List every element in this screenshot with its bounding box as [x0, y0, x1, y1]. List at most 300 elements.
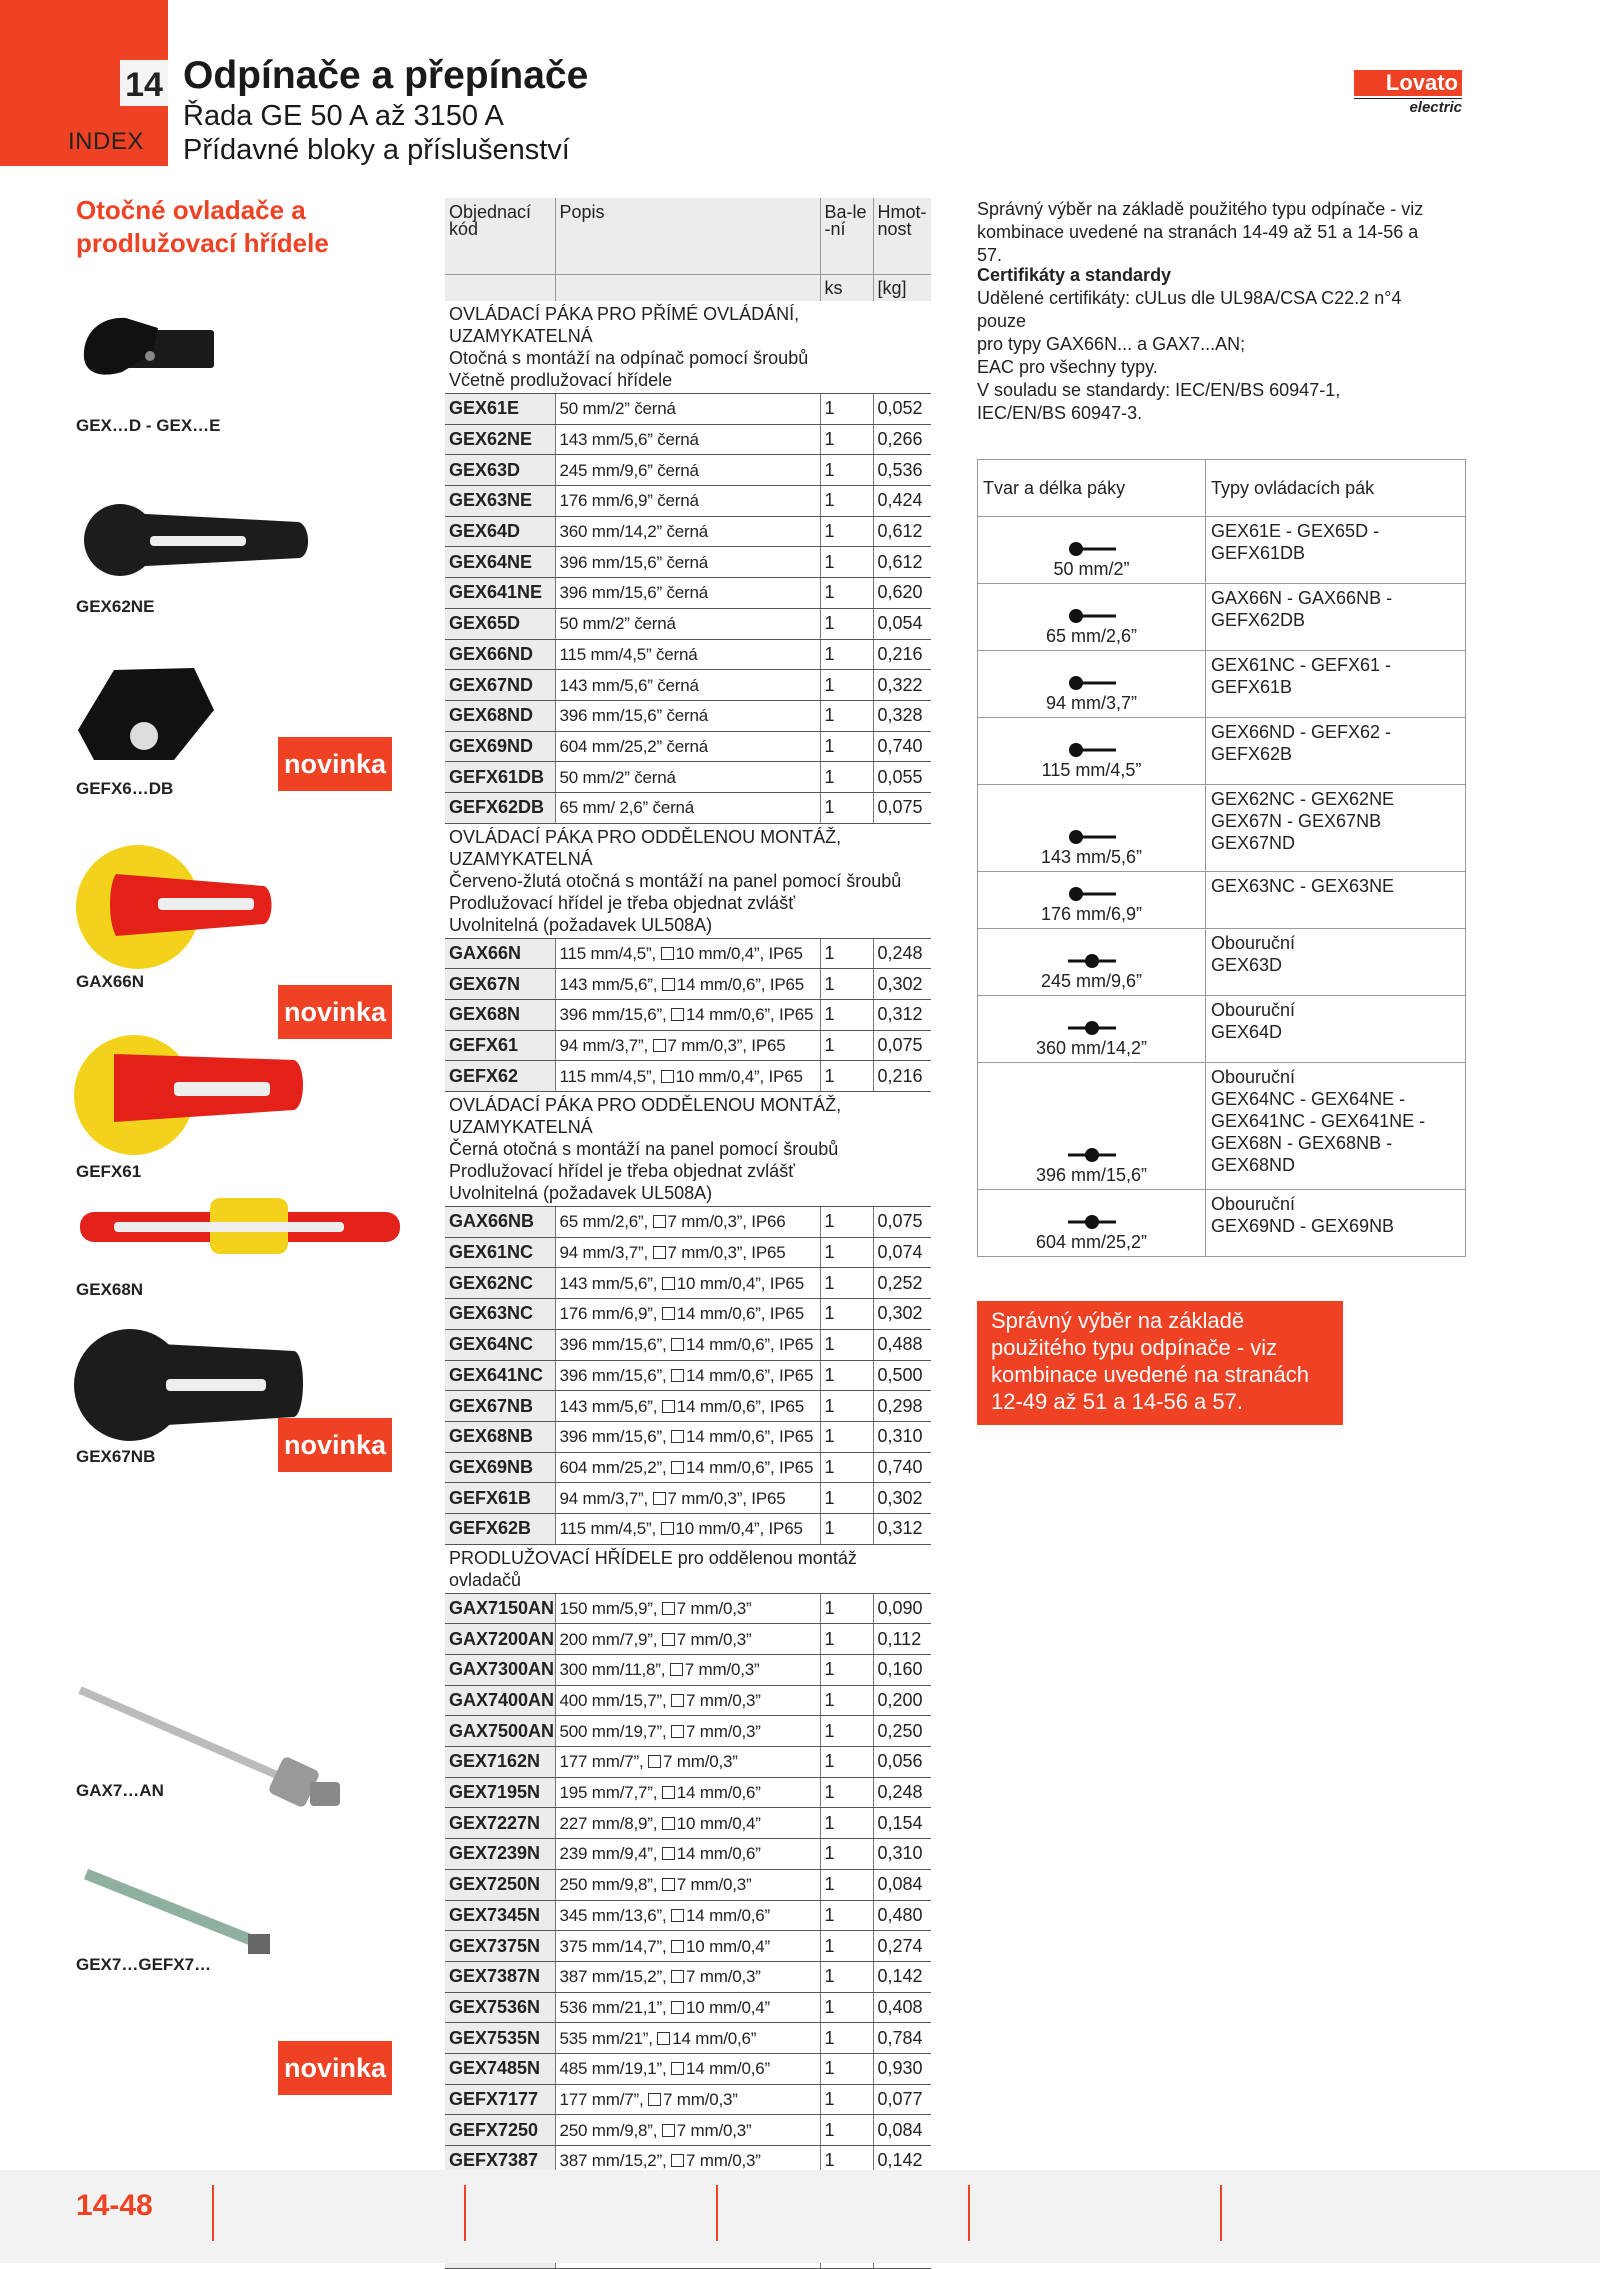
- table-row: [445, 1747, 931, 1778]
- table-row: [445, 670, 931, 701]
- table-row: [445, 578, 931, 609]
- col-header-pack: Ba-le-ní: [820, 198, 873, 275]
- desc-shaft: 10 mm/0,4”, IP65: [675, 1066, 803, 1086]
- description: [555, 1207, 820, 1238]
- description: [555, 1747, 820, 1778]
- section-line: Prodlužovací hřídel je třeba objednat zvlášť: [449, 892, 795, 913]
- footer-bar: [0, 2170, 1600, 2263]
- description: [555, 547, 820, 578]
- logo-tagline: electric: [1409, 99, 1462, 116]
- table-row: [445, 1483, 931, 1514]
- desc-length: 94 mm/3,7”,: [559, 1036, 653, 1056]
- col-header-weight: Hmot-nost: [873, 198, 931, 275]
- page-number: 14-48: [76, 2189, 153, 2222]
- product-label: GEX68N: [76, 1280, 144, 1299]
- weight: 0,312: [873, 1000, 931, 1031]
- product-label: GEX7…GEFX7…: [76, 1955, 212, 1974]
- pack-qty: 1: [820, 1421, 873, 1452]
- desc-length: 143 mm/5,6”,: [559, 1396, 662, 1416]
- pack-qty: 1: [820, 2146, 873, 2177]
- pack-qty: 1: [820, 394, 873, 425]
- weight: 0,248: [873, 938, 931, 969]
- square-shaft-icon: [661, 1522, 674, 1535]
- weight: 0,216: [873, 1061, 931, 1092]
- square-shaft-icon: [671, 1909, 684, 1922]
- desc-shaft: 7 mm/0,3”, IP65: [667, 1243, 786, 1263]
- lever-type: GEX63NC - GEX63NE: [1211, 876, 1395, 896]
- pack-qty: 1: [820, 1992, 873, 2023]
- square-shaft-icon: [648, 2093, 661, 2106]
- table-row: [445, 2053, 931, 2084]
- description: [555, 1624, 820, 1655]
- weight: 0,740: [873, 731, 931, 762]
- lever-type: GEX64D: [1211, 1022, 1283, 1042]
- order-code: GEX7162N: [445, 1747, 555, 1778]
- novinka-badge: novinka: [278, 737, 392, 791]
- handle-gex68n-image: [74, 1190, 414, 1260]
- lever-size: 115 mm/4,5”: [1041, 760, 1142, 780]
- section-line: OVLÁDACÍ PÁKA PRO ODDĚLENOU MONTÁŽ, UZAMYKATELNÁ: [449, 1095, 842, 1138]
- certification-block: [977, 264, 1447, 425]
- selection-note: Správný výběr na základě použitého typu odpínače - viz kombinace uvedené na stranách 14-49 až 51 a 14-56 a 57.: [977, 199, 1424, 265]
- chapter-number: 14: [120, 60, 168, 106]
- table-row: [445, 1421, 931, 1452]
- lever-types-cell: [1206, 785, 1466, 872]
- desc-shaft: 14 mm/0,6”, IP65: [676, 1396, 804, 1416]
- pack-qty: 1: [820, 1000, 873, 1031]
- table-row: [445, 1869, 931, 1900]
- table-row: [445, 938, 931, 969]
- table-row: [445, 2115, 931, 2146]
- description: [555, 1961, 820, 1992]
- weight: 0,090: [873, 1593, 931, 1624]
- lever-shape-cell: [978, 718, 1206, 785]
- weight: 0,056: [873, 1747, 931, 1778]
- desc-shaft: 10 mm/0,4”: [676, 1813, 761, 1833]
- pack-qty: 1: [820, 1030, 873, 1061]
- desc-length: 176 mm/6,9” černá: [559, 491, 699, 511]
- order-code: GEX69NB: [445, 1452, 555, 1483]
- square-shaft-icon: [662, 1817, 675, 1830]
- desc-length: 396 mm/15,6”,: [559, 1335, 672, 1355]
- lever-type: Obouruční: [1211, 1194, 1296, 1214]
- pack-qty: 1: [820, 1655, 873, 1686]
- desc-length: 50 mm/2” černá: [559, 767, 676, 787]
- pack-qty: 1: [820, 762, 873, 793]
- description: [555, 762, 820, 793]
- desc-shaft: 10 mm/0,4”: [686, 1997, 771, 2017]
- pack-qty: 1: [820, 1839, 873, 1870]
- pack-qty: 1: [820, 2023, 873, 2054]
- table-row: [445, 547, 931, 578]
- table-row: [445, 1992, 931, 2023]
- desc-shaft: 14 mm/0,6”, IP65: [686, 1457, 814, 1477]
- col-header-desc: Popis: [555, 198, 820, 275]
- pack-qty: 1: [820, 486, 873, 517]
- order-code: GEX63D: [445, 455, 555, 486]
- description: [555, 1931, 820, 1962]
- single-lever-icon: [1062, 539, 1122, 559]
- description: [555, 1992, 820, 2023]
- lever-shape-cell: [978, 1190, 1206, 1257]
- lever-size: 143 mm/5,6”: [1040, 847, 1143, 867]
- table-row: [445, 792, 931, 823]
- square-shaft-icon: [671, 1008, 684, 1021]
- lever-row: [978, 785, 1466, 872]
- table-row: [445, 1299, 931, 1330]
- weight: 0,200: [873, 1685, 931, 1716]
- lever-type: GAX66N - GAX66NB -: [1211, 588, 1393, 608]
- section-line: Prodlužovací hřídel je třeba objednat zvlášť: [449, 1161, 795, 1182]
- pack-qty: 1: [820, 1329, 873, 1360]
- weight: 0,322: [873, 670, 931, 701]
- section-line: OVLÁDACÍ PÁKA PRO ODDĚLENOU MONTÁŽ, UZAMYKATELNÁ: [449, 826, 842, 869]
- weight: 0,480: [873, 1900, 931, 1931]
- desc-shaft: 14 mm/0,6”: [672, 2028, 757, 2048]
- square-shaft-icon: [662, 1602, 675, 1615]
- lever-shape-cell: [978, 1063, 1206, 1190]
- order-code: GEX63NE: [445, 486, 555, 517]
- desc-length: 250 mm/9,8”,: [559, 2120, 662, 2140]
- lever-table: [977, 459, 1466, 1257]
- pack-qty: 1: [820, 969, 873, 1000]
- lever-size: 604 mm/25,2”: [1035, 1232, 1148, 1252]
- square-shaft-icon: [662, 1400, 675, 1413]
- pack-unit: ks: [820, 275, 873, 302]
- table-row: [445, 1237, 931, 1268]
- weight: 0,054: [873, 608, 931, 639]
- desc-length: 115 mm/4,5”,: [559, 1066, 661, 1086]
- desc-length: 345 mm/13,6”,: [559, 1905, 672, 1925]
- section-line: PRODLUŽOVACÍ HŘÍDELE pro oddělenou montáž ovladačů: [449, 1547, 857, 1590]
- description: [555, 1329, 820, 1360]
- table-section-header: [445, 301, 931, 394]
- desc-shaft: 14 mm/0,6”, IP65: [686, 1365, 814, 1385]
- table-row: [445, 1268, 931, 1299]
- lever-type: GEX66ND - GEFX62 - GEFX62B: [1211, 722, 1392, 764]
- pack-qty: 1: [820, 938, 873, 969]
- order-code: GEX7485N: [445, 2053, 555, 2084]
- pack-qty: 1: [820, 1869, 873, 1900]
- table-row: [445, 1061, 931, 1092]
- desc-length: 65 mm/ 2,6” černá: [559, 798, 695, 818]
- single-lever-icon: [1062, 740, 1122, 760]
- weight: 0,328: [873, 700, 931, 731]
- order-code: GEX64NC: [445, 1329, 555, 1360]
- order-code: GAX7500AN: [445, 1716, 555, 1747]
- pack-qty: 1: [820, 1391, 873, 1422]
- desc-length: 115 mm/4,5” černá: [559, 644, 698, 664]
- description: [555, 700, 820, 731]
- weight: 0,310: [873, 1421, 931, 1452]
- lever-row: [978, 517, 1466, 584]
- order-code: GAX7150AN: [445, 1593, 555, 1624]
- desc-shaft: 7 mm/0,3”: [686, 1967, 761, 1987]
- lever-row: [978, 929, 1466, 996]
- square-shaft-icon: [662, 1633, 675, 1646]
- weight: 0,424: [873, 486, 931, 517]
- square-shaft-icon: [671, 1970, 684, 1983]
- shaft-gax7an-image: [74, 1682, 354, 1822]
- table-row: [445, 731, 931, 762]
- two-hand-lever-icon: [1062, 1145, 1122, 1165]
- section-line: OVLÁDACÍ PÁKA PRO PŘÍMÉ OVLÁDÁNÍ, UZAMYKATELNÁ: [449, 304, 800, 346]
- description: [555, 2115, 820, 2146]
- pack-qty: 1: [820, 1624, 873, 1655]
- pack-qty: 1: [820, 1299, 873, 1330]
- order-code: GEX7195N: [445, 1777, 555, 1808]
- desc-shaft: 10 mm/0,4”, IP65: [675, 1519, 803, 1539]
- order-code: GEX7250N: [445, 1869, 555, 1900]
- weight: 0,408: [873, 1992, 931, 2023]
- table-row: [445, 516, 931, 547]
- lever-type: GEX64NC - GEX64NE -: [1211, 1089, 1406, 1109]
- product-label: GEX67NB: [76, 1447, 156, 1466]
- weight: 0,075: [873, 792, 931, 823]
- lever-shape-cell: [978, 584, 1206, 651]
- pack-qty: 1: [820, 1360, 873, 1391]
- square-shaft-icon: [671, 1940, 684, 1953]
- table-row: [445, 1593, 931, 1624]
- weight: 0,612: [873, 547, 931, 578]
- description: [555, 1716, 820, 1747]
- section-line: Černá otočná s montáží na panel pomocí šroubů: [449, 1139, 839, 1160]
- order-code: GEX7535N: [445, 2023, 555, 2054]
- desc-length: 396 mm/15,6”,: [559, 1427, 672, 1447]
- desc-length: 143 mm/5,6”,: [559, 974, 662, 994]
- order-code: GEX641NE: [445, 578, 555, 609]
- order-code: GEX68N: [445, 1000, 555, 1031]
- square-shaft-icon: [671, 2062, 684, 2075]
- table-row: [445, 1391, 931, 1422]
- desc-length: 396 mm/15,6” černá: [559, 706, 709, 726]
- lever-type: GEX68N - GEX68NB -: [1211, 1133, 1393, 1153]
- order-code: GEX641NC: [445, 1360, 555, 1391]
- lever-shape-cell: [978, 872, 1206, 929]
- page-subtitle-2: Přídavné bloky a příslušenství: [183, 134, 570, 166]
- product-label: GAX7…AN: [76, 1781, 164, 1800]
- square-shaft-icon: [671, 1461, 684, 1474]
- description: [555, 1452, 820, 1483]
- table-row: [445, 700, 931, 731]
- desc-length: 500 mm/19,7”,: [559, 1721, 672, 1741]
- desc-shaft: 14 mm/0,6”, IP65: [686, 1335, 814, 1355]
- description: [555, 1421, 820, 1452]
- single-lever-icon: [1062, 673, 1122, 693]
- table-row: [445, 762, 931, 793]
- table-row: [445, 1685, 931, 1716]
- desc-shaft: 7 mm/0,3”: [676, 2120, 752, 2140]
- order-code: GEX63NC: [445, 1299, 555, 1330]
- cert-title: Certifikáty a standardy: [977, 265, 1172, 285]
- weight: 0,620: [873, 578, 931, 609]
- order-code: GEX61E: [445, 394, 555, 425]
- description: [555, 792, 820, 823]
- desc-shaft: 10 mm/0,4”: [686, 1936, 771, 1956]
- lever-size: 65 mm/2,6”: [1045, 626, 1138, 646]
- description: [555, 1593, 820, 1624]
- desc-shaft: 7 mm/0,3”: [686, 2151, 761, 2171]
- table-row: [445, 1716, 931, 1747]
- pack-qty: 1: [820, 1513, 873, 1544]
- pack-qty: 1: [820, 2115, 873, 2146]
- desc-length: 300 mm/11,8”,: [559, 1660, 670, 1680]
- desc-length: 387 mm/15,2”,: [559, 1967, 672, 1987]
- lever-type: GEX61NC - GEFX61 - GEFX61B: [1211, 655, 1392, 697]
- lever-types-cell: [1206, 718, 1466, 785]
- page-title: Odpínače a přepínače: [183, 54, 589, 97]
- pack-qty: 1: [820, 1593, 873, 1624]
- weight: 0,302: [873, 1483, 931, 1514]
- weight: 0,500: [873, 1360, 931, 1391]
- order-code: GEFX62B: [445, 1513, 555, 1544]
- section-line: Červeno-žlutá otočná s montáží na panel pomocí šroubů: [449, 870, 902, 891]
- product-table: [445, 198, 931, 2269]
- desc-length: 195 mm/7,7”,: [559, 1783, 662, 1803]
- desc-length: 250 mm/9,8”,: [559, 1875, 662, 1895]
- pack-qty: 1: [820, 516, 873, 547]
- description: [555, 1000, 820, 1031]
- weight: 0,252: [873, 1268, 931, 1299]
- pack-qty: 1: [820, 1747, 873, 1778]
- square-shaft-icon: [671, 2154, 684, 2167]
- description: [555, 639, 820, 670]
- lever-type: GEX67ND: [1211, 833, 1296, 853]
- table-row: [445, 1030, 931, 1061]
- lever-types-cell: [1206, 1190, 1466, 1257]
- lever-types-cell: [1206, 517, 1466, 584]
- lever-type: GEX68ND: [1211, 1155, 1296, 1175]
- order-code: GEX67ND: [445, 670, 555, 701]
- desc-shaft: 14 mm/0,6”: [676, 1844, 761, 1864]
- square-shaft-icon: [662, 2124, 675, 2137]
- cert-line: V souladu se standardy: IEC/EN/BS 60947-1,: [977, 380, 1341, 400]
- order-code: GEFX61DB: [445, 762, 555, 793]
- description: [555, 731, 820, 762]
- desc-shaft: 7 mm/0,3”: [686, 1721, 761, 1741]
- pack-qty: 1: [820, 455, 873, 486]
- handle-gex67nb-image: [74, 1325, 310, 1445]
- square-shaft-icon: [653, 1039, 666, 1052]
- handle-gefx6db-image: [74, 660, 224, 770]
- order-code: GEX62NE: [445, 424, 555, 455]
- description: [555, 2023, 820, 2054]
- table-row: [445, 1624, 931, 1655]
- description: [555, 1900, 820, 1931]
- order-code: GEX69ND: [445, 731, 555, 762]
- order-code: GAX7200AN: [445, 1624, 555, 1655]
- order-code: GEX7345N: [445, 1900, 555, 1931]
- pack-qty: 1: [820, 639, 873, 670]
- table-row: [445, 1808, 931, 1839]
- weight: 0,274: [873, 1931, 931, 1962]
- description: [555, 394, 820, 425]
- product-label: GAX66N: [76, 972, 145, 991]
- square-shaft-icon: [671, 1338, 684, 1351]
- square-shaft-icon: [670, 1663, 683, 1676]
- weight: 0,302: [873, 1299, 931, 1330]
- product-label: GEFX6…DB: [76, 779, 174, 798]
- desc-length: 115 mm/4,5”,: [559, 1519, 661, 1539]
- desc-length: 536 mm/21,1”,: [559, 1997, 672, 2017]
- desc-length: 245 mm/9,6” černá: [559, 460, 699, 480]
- pack-qty: 1: [820, 608, 873, 639]
- table-row: [445, 1207, 931, 1238]
- weight-unit: [kg]: [873, 275, 931, 302]
- desc-length: 177 mm/7”,: [559, 1752, 648, 1772]
- lever-row: [978, 1063, 1466, 1190]
- square-shaft-icon: [671, 1430, 684, 1443]
- square-shaft-icon: [657, 2032, 670, 2045]
- weight: 0,084: [873, 1869, 931, 1900]
- lever-types-cell: [1206, 929, 1466, 996]
- index-link[interactable]: INDEX: [68, 128, 144, 155]
- desc-shaft: 14 mm/0,6”, IP65: [686, 1005, 814, 1025]
- weight: 0,142: [873, 1961, 931, 1992]
- desc-shaft: 14 mm/0,6”: [686, 2059, 771, 2079]
- pack-qty: 1: [820, 578, 873, 609]
- col-header-code: Objednací kód: [445, 198, 555, 275]
- table-row: [445, 969, 931, 1000]
- table-row: [445, 1452, 931, 1483]
- lever-row: [978, 872, 1466, 929]
- desc-shaft: 14 mm/0,6”, IP65: [676, 1304, 804, 1324]
- desc-length: 94 mm/3,7”,: [559, 1488, 653, 1508]
- order-code: GEX62NC: [445, 1268, 555, 1299]
- weight: 0,112: [873, 1624, 931, 1655]
- handle-gefx61-image: [74, 1030, 310, 1160]
- description: [555, 1391, 820, 1422]
- pack-qty: 1: [820, 1685, 873, 1716]
- square-shaft-icon: [662, 1307, 675, 1320]
- desc-shaft: 7 mm/0,3”, IP65: [667, 1488, 786, 1508]
- pack-qty: 1: [820, 670, 873, 701]
- pack-qty: 1: [820, 1237, 873, 1268]
- weight: 0,488: [873, 1329, 931, 1360]
- lever-type: GEX641NC - GEX641NE -: [1211, 1111, 1426, 1131]
- order-code: GEFX7177: [445, 2084, 555, 2115]
- description: [555, 1360, 820, 1391]
- lever-row: [978, 996, 1466, 1063]
- table-row: [445, 1513, 931, 1544]
- single-lever-icon: [1062, 827, 1122, 847]
- lever-types-cell: [1206, 996, 1466, 1063]
- table-row: [445, 1655, 931, 1686]
- table-row: [445, 2023, 931, 2054]
- desc-length: 143 mm/5,6”,: [559, 1273, 662, 1293]
- table-row: [445, 1329, 931, 1360]
- table-row: [445, 1000, 931, 1031]
- desc-length: 50 mm/2” černá: [559, 399, 676, 419]
- lever-type: GEX62NC - GEX62NE: [1211, 789, 1395, 809]
- description: [555, 1513, 820, 1544]
- lever-size: 245 mm/9,6”: [1040, 971, 1143, 991]
- order-code: GEX7239N: [445, 1839, 555, 1870]
- lever-types-cell: [1206, 1063, 1466, 1190]
- lever-size: 94 mm/3,7”: [1045, 693, 1138, 713]
- desc-length: 200 mm/7,9”,: [559, 1629, 662, 1649]
- desc-shaft: 14 mm/0,6”: [686, 1905, 771, 1925]
- pack-qty: 1: [820, 1961, 873, 1992]
- description: [555, 938, 820, 969]
- description: [555, 486, 820, 517]
- weight: 0,784: [873, 2023, 931, 2054]
- desc-shaft: 10 mm/0,4”, IP65: [675, 943, 803, 963]
- square-shaft-icon: [671, 1725, 684, 1738]
- desc-length: 115 mm/4,5”,: [559, 943, 661, 963]
- weight: 0,142: [873, 2146, 931, 2177]
- table-section-header: [445, 823, 931, 938]
